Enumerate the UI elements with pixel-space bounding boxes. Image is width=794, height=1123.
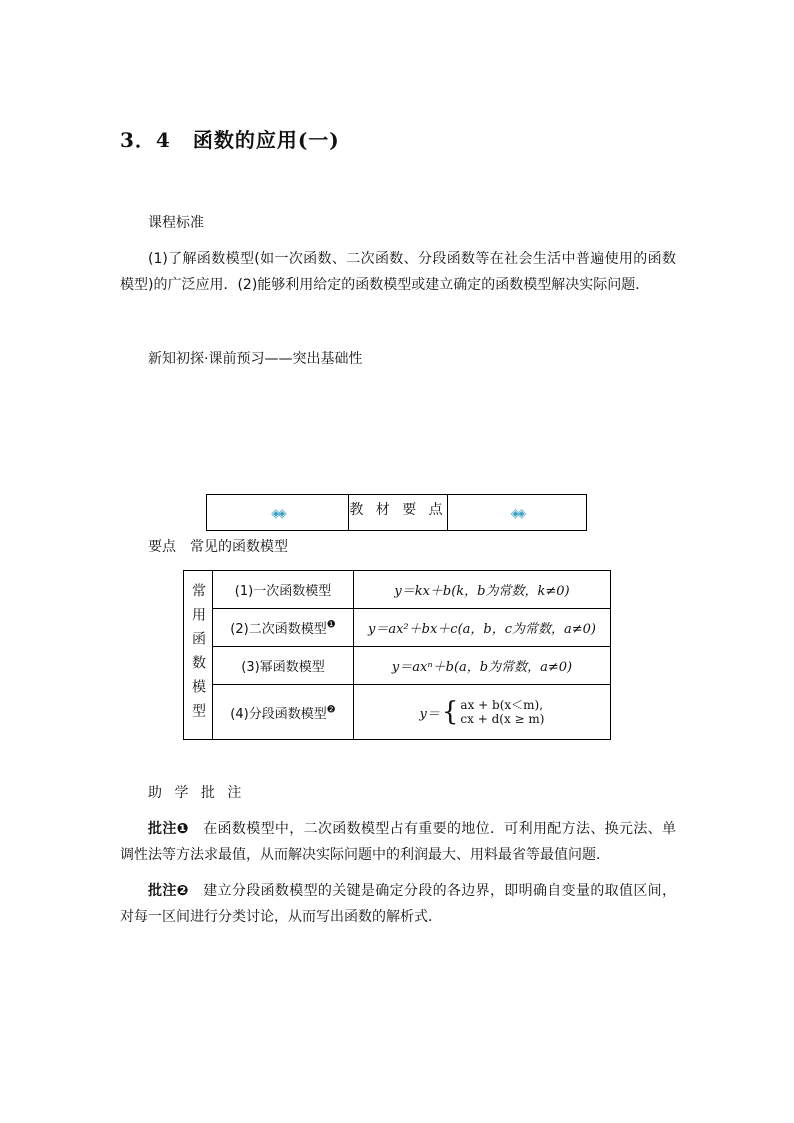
model-formula <box>354 685 611 740</box>
table-row <box>184 647 611 685</box>
left-brace-icon: { <box>441 697 459 727</box>
formula-cases <box>460 698 544 726</box>
note-2 <box>120 878 676 930</box>
table-row <box>184 685 611 740</box>
function-models-table <box>183 570 611 740</box>
note-marker-2: ❷ <box>326 704 336 716</box>
section-title: 函数的应用(一) <box>192 128 340 152</box>
note-1 <box>120 816 676 868</box>
model-name-text: (2)二次函数模型 <box>230 622 327 637</box>
piecewise-formula <box>420 698 545 726</box>
model-name-text: (1)一次函数模型 <box>234 584 332 599</box>
section-number: 3．4 <box>120 128 171 152</box>
formula-case-2: cx + d(x ≥ m) <box>460 712 545 726</box>
model-formula: y＝kx＋b(k，b为常数，k≠0) <box>354 571 611 609</box>
diamond-ornament-icon: ◈◈ <box>271 505 284 520</box>
model-name <box>213 609 354 647</box>
preview-section-heading: 新知初探·课前预习——突出基础性 <box>148 351 363 367</box>
model-name <box>213 647 354 685</box>
course-standard-body: (1)了解函数模型(如一次函数、二次函数、分段函数等在社会生活中普遍使用的函数模型)的广泛应用．(2)能够利用给定的函数模型或建立确定的函数模型解决实际问题． <box>120 251 676 293</box>
model-name <box>213 685 354 740</box>
table-row <box>184 609 611 647</box>
note-1-label: 批注❶ <box>148 821 189 837</box>
key-point-heading: 要点 常见的函数模型 <box>148 539 288 555</box>
textbook-keypoints-banner <box>206 494 587 531</box>
table-vertical-label: 常用函数模型 <box>184 571 213 740</box>
formula-case-1: ax + b(x＜m), <box>460 698 544 712</box>
model-name-text: (3)幂函数模型 <box>241 660 325 675</box>
course-standard-heading: 课程标准 <box>148 215 204 231</box>
model-formula: y＝axⁿ＋b(a，b为常数，a≠0) <box>354 647 611 685</box>
banner-right-cell <box>448 495 586 530</box>
formula-prefix: y＝ <box>419 706 440 722</box>
note-2-label: 批注❷ <box>148 883 189 899</box>
table-row <box>184 571 611 609</box>
note-2-text: 建立分段函数模型的关键是确定分段的各边界，即明确自变量的取值区间，对每一区间进行分类讨论，从而写出函数的解析式． <box>120 883 677 925</box>
banner-left-cell <box>207 495 349 530</box>
model-formula: y＝ax²＋bx＋c(a，b，c为常数，a≠0) <box>354 609 611 647</box>
banner-label: 教 材 要 点 <box>349 495 448 530</box>
model-name-text: (4)分段函数模型 <box>230 706 327 722</box>
notes-heading: 助 学 批 注 <box>148 785 246 801</box>
note-1-text: 在函数模型中，二次函数模型占有重要的地位．可利用配方法、换元法、单调性法等方法求最值，从而解决实际问题中的利润最大、用料最省等最值问题． <box>120 821 677 863</box>
model-name <box>213 571 354 609</box>
page-title <box>120 124 340 153</box>
note-marker-1: ❶ <box>326 619 336 631</box>
diamond-ornament-icon: ◈◈ <box>510 505 524 520</box>
